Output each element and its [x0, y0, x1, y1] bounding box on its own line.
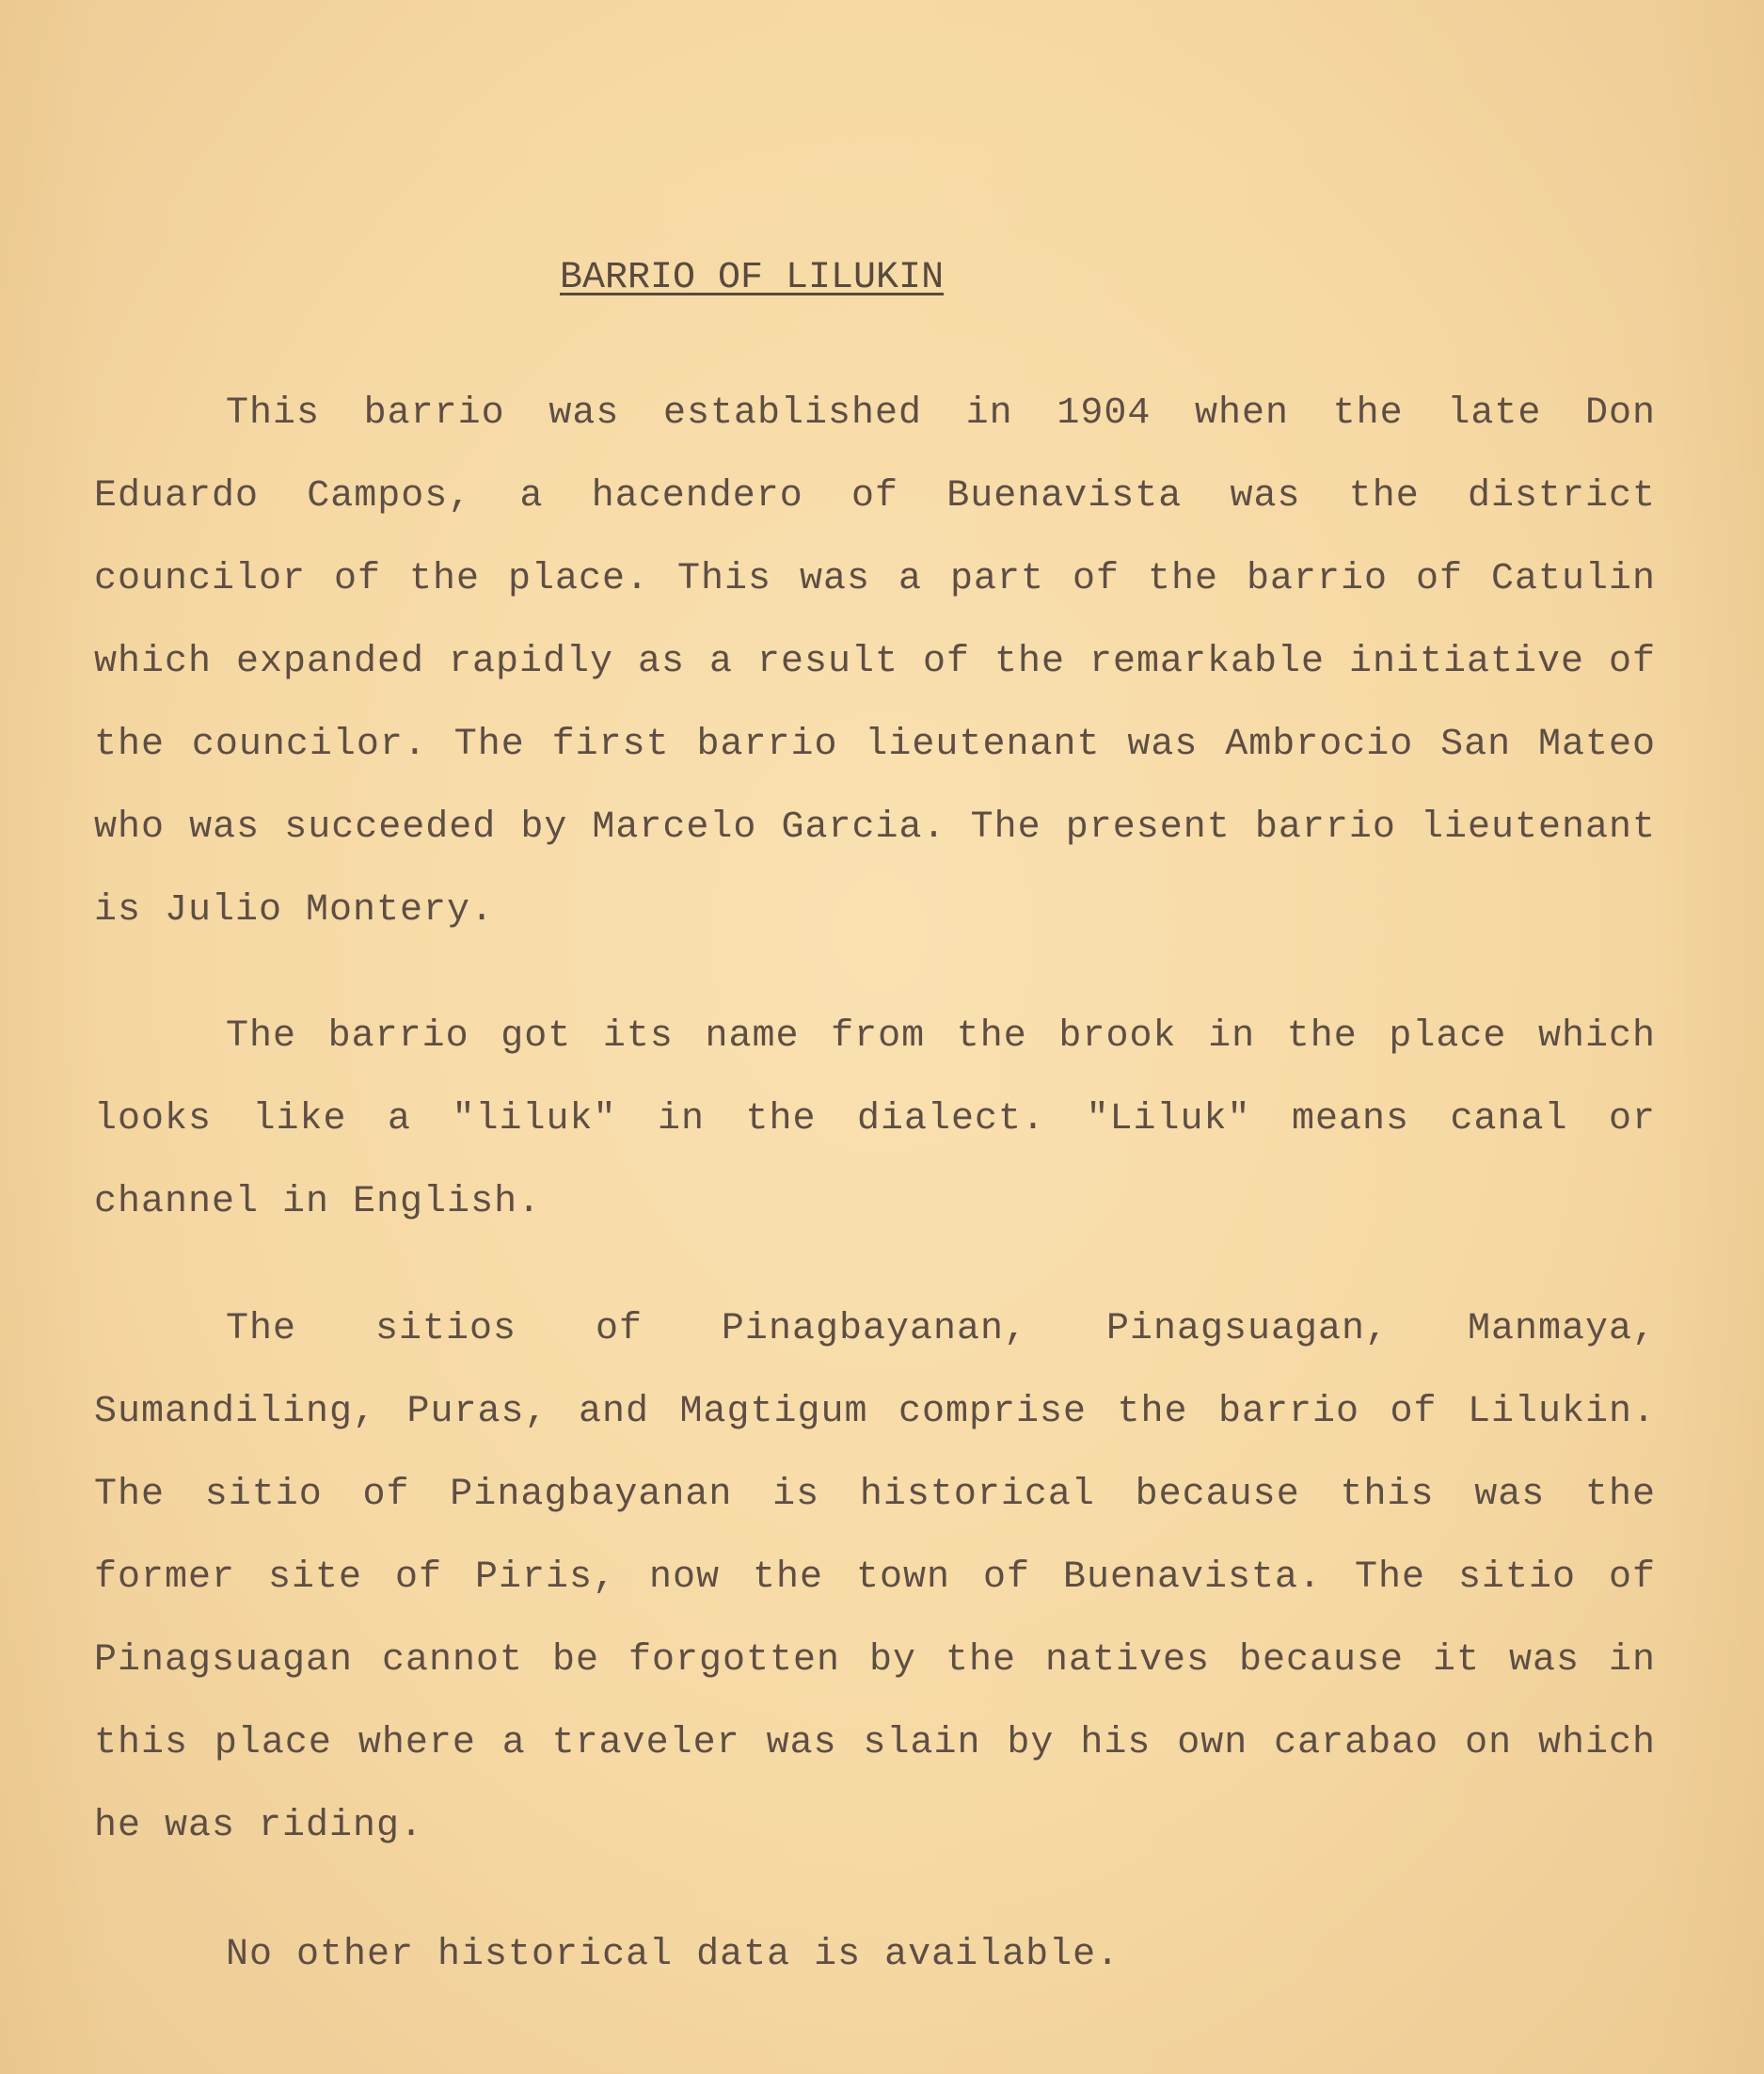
paragraph-history: This barrio was established in 1904 when the late Don Eduardo Campos, a hacendero of Buenavista was the district councilor of the place. This was a part of the barrio of Catulin which expanded rapidly as a result of the remarkable initiative of the councilor. The first barrio lieutenant was Ambrocio San Mateo who was succeeded by Marcelo Garcia. The present barrio lieutenant is Julio Montery. [94, 392, 1656, 932]
paragraph-closing-note: No other historical data is available. [226, 1934, 1120, 1976]
paragraph-name-origin: The barrio got its name from the brook in the place which looks like a "liluk" in the dialect. "Liluk" means canal or channel in English. [94, 1015, 1656, 1223]
document-title: BARRIO OF LILUKIN [560, 257, 945, 299]
paragraph-sitios: The sitios of Pinagbayanan, Pinagsuagan, Manmaya, Sumandiling, Puras, and Magtigum comprise the barrio of Lilukin. The sitio of Pinagbayanan is historical because this was the former site of Piris, now the town of Buenavista. The sitio of Pinagsuagan cannot be forgotten by the natives because it was in this place where a traveler was slain by his own carabao on which he was riding. [94, 1308, 1656, 1847]
